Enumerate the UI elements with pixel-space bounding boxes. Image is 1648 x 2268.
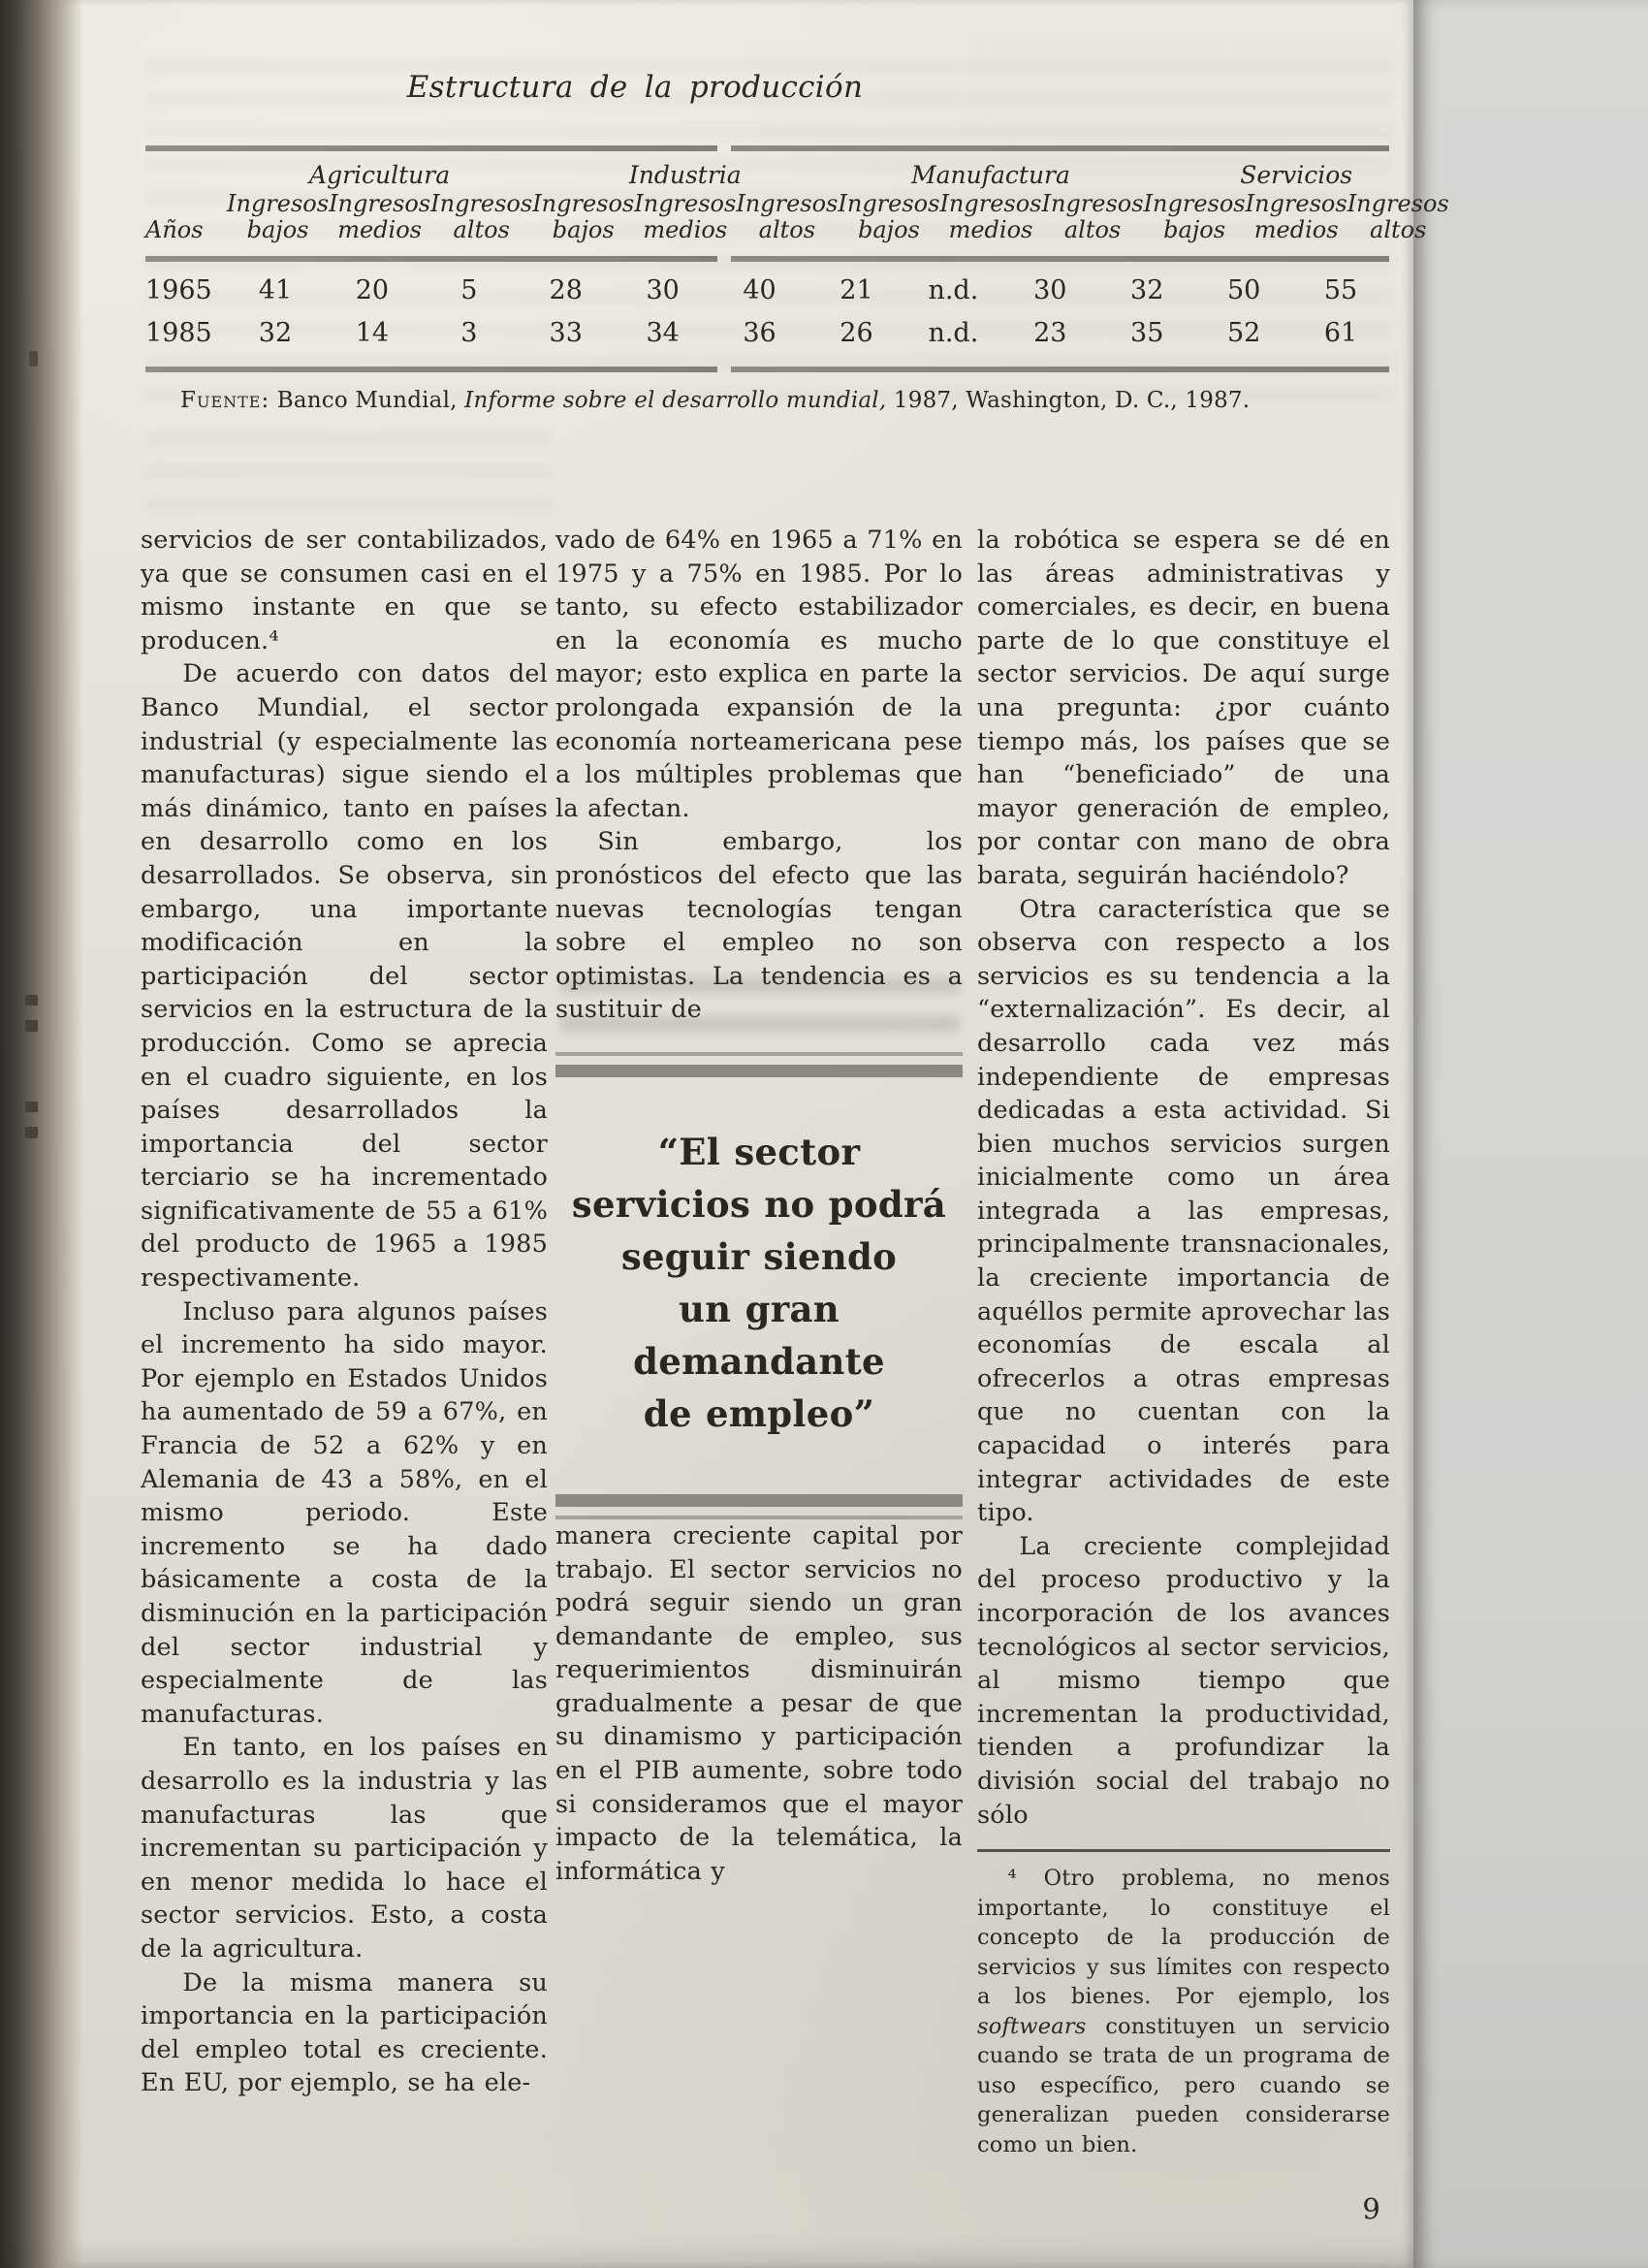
table-cell: 30 [1033, 275, 1067, 305]
subheader-ingresos-altos: Ingresos altos [1041, 190, 1144, 243]
source-text: Banco Mundial, [269, 388, 465, 413]
table-cell: 40 [743, 275, 776, 305]
table-row-year: 1965 [145, 275, 212, 305]
table-cell: 14 [355, 318, 390, 348]
paragraph: De acuerdo con datos del Banco Mundial, el sector industrial (y especialmente las manufacturas) sigue siendo el más dinámico, tanto en países en desarrollo como en los desarrollados. Se observa, sin embargo, una importante modificación en la participación del sector servicios en la estructura de la producción. Como se aprecia en el cuadro siguiente, en los países desarrollados la importancia del sector terciario se ha incrementado significativamente de 55 a 61% del producto de 1965 a 1985 respectivamente. [141, 659, 548, 1294]
column-group-agricultura: Agricultura [309, 161, 451, 189]
table-cell: 28 [549, 275, 583, 305]
article-title: Estructura de la producción [406, 70, 864, 105]
years-column-header: Años [145, 216, 204, 243]
pull-quote-rule [555, 1494, 963, 1507]
column-group-manufactura: Manufactura [911, 161, 1070, 189]
source-text: 1987, Washington, D. C., 1987. [886, 388, 1251, 413]
paragraph: En tanto, en los países en desarrollo es la industria y las manufacturas las que incrementan su participación y en menor medida lo hace el sector servicios. Esto, a costa de la agricultura. [141, 1733, 548, 1964]
pull-quote-line: un gran [678, 1287, 840, 1330]
table-cell: 52 [1226, 318, 1261, 348]
table-source [145, 388, 1389, 413]
pull-quote-line: servicios no podrá [571, 1182, 947, 1226]
table-cell: 50 [1226, 275, 1261, 305]
subheader-ingresos-bajos: Ingresos bajos [532, 190, 635, 243]
table-cell: 26 [840, 318, 873, 348]
subheader-ingresos-bajos: Ingresos bajos [838, 190, 940, 243]
paragraph: Otra característica que se observa con respecto a los servicios es su tendencia a la “externalización”. Es decir, al desarrollo cada vez más independiente de empresas dedicadas a esta actividad. Si bien muchos servicios surgen inicialmente como un área integrada a las empresas, principalmente transnacionales, la creciente importancia de aquéllos permite aprovechar las economías de escala al ofrecerlos a otras empresas que no cuentan con la capacidad o interés para integrar actividades de este tipo. [977, 894, 1390, 1528]
source-label: Fuente: [180, 388, 270, 413]
table-cell: 20 [355, 275, 390, 305]
staple [29, 351, 38, 367]
table-cell: 35 [1130, 318, 1164, 348]
subheader-ingresos-altos: Ingresos altos [736, 190, 839, 243]
table-cell: 23 [1033, 318, 1067, 348]
table-cell: n.d. [928, 275, 979, 305]
table-body [145, 270, 1389, 355]
paragraph: manera creciente capital por trabajo. El sector servicios no podrá seguir siendo un gran demandante de empleo, sus requerimientos disminuirán gradualmente a pesar de que su dinamismo y participación en el PIB aumente, sobre todo si consideramos que el mayor impacto de la telemática, la informática y [555, 1520, 963, 1886]
paragraph: la robótica se espera se dé en las áreas administrativas y comerciales, es decir, en buena parte de lo que constituye el sector servicios. De aquí surge una pregunta: ¿por cuánto tiempo más, los países que se han “beneficiado” de una mayor generación de empleo, por contar con mano de obra barata, seguirán haciéndolo? [977, 526, 1390, 890]
subheader-ingresos-medios: Ingresos medios [634, 190, 737, 243]
ghost-smudge [145, 432, 553, 518]
table-cell: n.d. [928, 318, 979, 348]
table-cell: 21 [840, 275, 873, 305]
paragraph: Sin embargo, los pronósticos del efecto que las nuevas tecnologías tengan sobre el empleo no son optimistas. La tendencia es a sustituir de [555, 827, 963, 1025]
column-group-industria: Industria [628, 161, 742, 189]
table-row-year: 1985 [145, 318, 212, 348]
staple [25, 1102, 38, 1138]
table-bottom-rule [145, 367, 1389, 372]
table-cell: 5 [460, 275, 478, 305]
table-cell: 32 [258, 318, 293, 348]
paragraph: Incluso para algunos países el incremento ha sido mayor. Por ejemplo en Estados Unidos ha aumentado de 59 a 67%, en Francia de 52 a 62% y en Alemania de 43 a 58%, en el mismo periodo. Este incremento se ha dado básicamente a costa de la disminución en la participación del sector industrial y especialmente de las manufacturas. [141, 1296, 548, 1729]
production-table [145, 145, 1449, 413]
source-work-title: Informe sobre el desarrollo mundial, [464, 388, 887, 413]
table-header [145, 161, 1449, 250]
subheader-ingresos-altos: Ingresos altos [1347, 190, 1449, 243]
table-cell: 41 [258, 275, 293, 305]
table-cell: 33 [549, 318, 583, 348]
text-column-middle [555, 524, 963, 1888]
subheader-ingresos-medios: Ingresos medios [1245, 190, 1347, 243]
table-cell: 55 [1323, 275, 1358, 305]
paragraph: La creciente complejidad del proceso productivo y la incorporación de los avances tecnológicos al sector servicios, al mismo tiempo que incrementan la productividad, tienden a profundizar la división social del trabajo no sólo [977, 1531, 1390, 1830]
paragraph: servicios de ser contabilizados, ya que se consumen casi en el mismo instante en que se producen.⁴ [141, 526, 548, 655]
text-column-right [977, 524, 1390, 2226]
footnote-rule [977, 1849, 1390, 1852]
pull-quote-line: de empleo” [643, 1391, 875, 1435]
staple [25, 995, 38, 1032]
table-cell: 61 [1323, 318, 1358, 348]
pull-quote-line: demandante [633, 1339, 885, 1383]
table-cell: 3 [460, 318, 478, 348]
pull-quote-line: seguir siendo [620, 1234, 898, 1278]
paragraph: vado de 64% en 1965 a 71% en 1975 y a 75% en 1985. Por lo tanto, su efecto estabilizador en la economía es mucho mayor; esto explica en parte la prolongada expansión de la economía norteamericana pese a los múltiples problemas que la afectan. [555, 526, 963, 823]
pull-quote-text [555, 1077, 963, 1494]
column-group-servicios: Servicios [1240, 161, 1353, 189]
table-cell: 34 [646, 318, 680, 348]
text-column-left [141, 524, 548, 2100]
table-mid-rule [145, 256, 1389, 262]
table-cell: 36 [743, 318, 776, 348]
subheader-ingresos-bajos: Ingresos bajos [227, 190, 330, 243]
subheader-ingresos-bajos: Ingresos bajos [1143, 190, 1246, 243]
footnote [977, 1864, 1390, 2159]
table-cell: 30 [646, 275, 680, 305]
binding-spine [0, 0, 83, 2268]
footnote-text: ⁴ Otro problema, no menos importante, lo constituye el concepto de la producción de servicios y sus límites con respecto a los bienes. Por ejemplo, los [977, 1866, 1390, 2010]
page-number: 9 [1362, 2192, 1380, 2226]
footnote-text: constituyen un servicio cuando se trata de un programa de uso específico, pero cuando se generalizan pueden considerarse como un bien. [977, 2013, 1390, 2157]
footnote-italic-term: softwears [977, 2013, 1087, 2039]
subheader-ingresos-altos: Ingresos altos [430, 190, 533, 243]
pull-quote [555, 1052, 963, 1519]
subheader-ingresos-medios: Ingresos medios [939, 190, 1042, 243]
page-edge-strip [1413, 0, 1648, 2268]
pull-quote-line: “El sector [657, 1130, 861, 1173]
table-top-rule [145, 145, 1389, 151]
table-cell: 32 [1130, 275, 1164, 305]
subheader-ingresos-medios: Ingresos medios [329, 190, 431, 243]
paragraph: De la misma manera su importancia en la participación del empleo total es creciente. En EU, por ejemplo, se ha ele- [141, 1967, 548, 2098]
pull-quote-rule [555, 1065, 963, 1077]
